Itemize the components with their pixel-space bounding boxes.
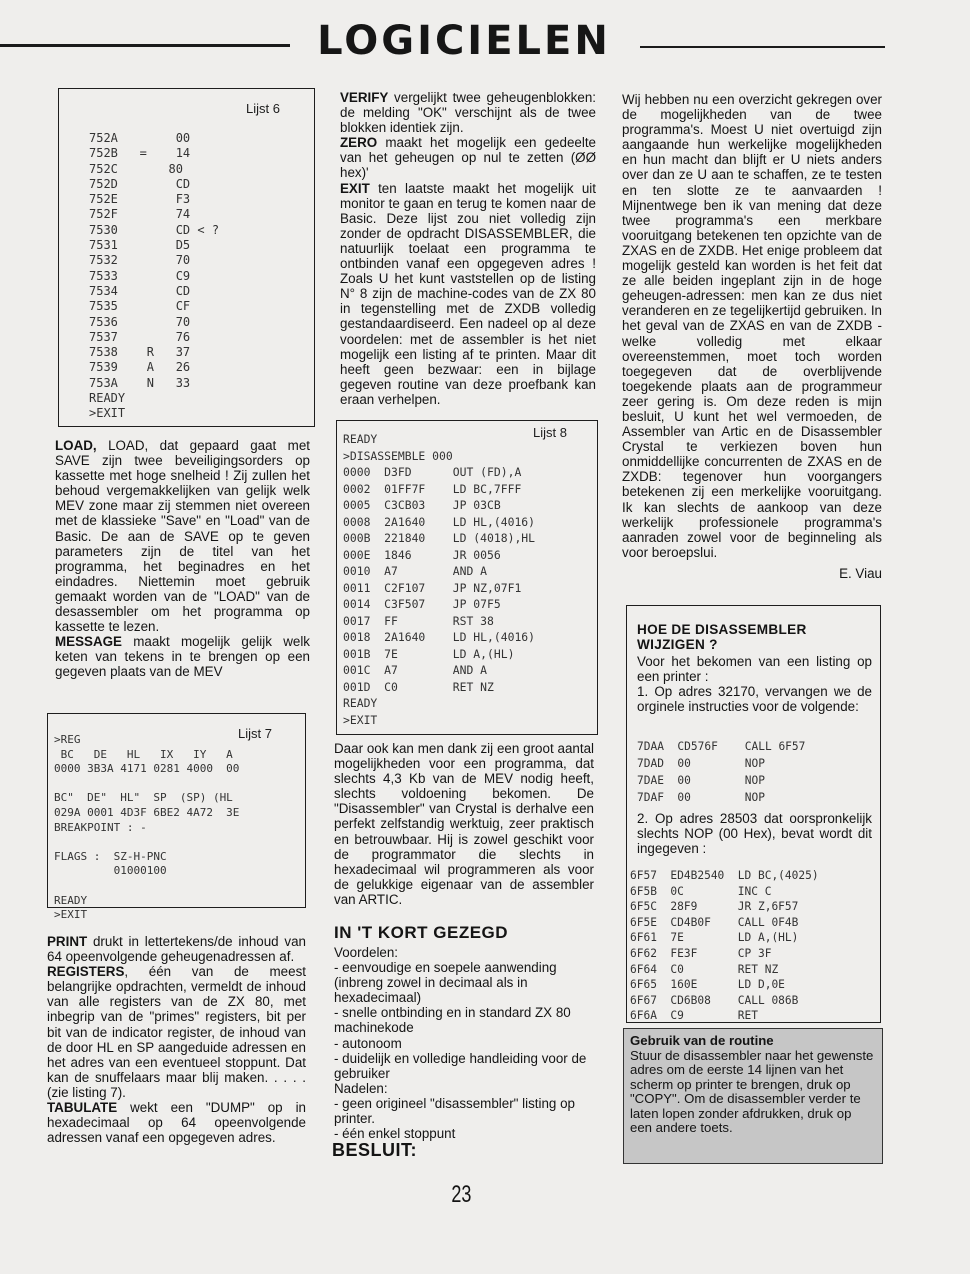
code-line: 7DAE 00 NOP — [637, 774, 765, 787]
code-line: 7530 CD < ? — [89, 222, 220, 237]
keyword: ZERO — [340, 135, 378, 151]
message-paragraph — [55, 634, 310, 679]
sidebar-code-1 — [637, 738, 805, 806]
column-2-text-b — [334, 741, 594, 907]
code-line: 752A 00 — [89, 131, 191, 145]
code-line: 6F67 CD6B08 CALL 086B — [630, 993, 799, 1007]
sidebar-step-2-wrap — [637, 811, 872, 856]
code-line: 7539 A 26 — [89, 360, 191, 375]
routine-box — [623, 1028, 883, 1164]
daar-paragraph: Daar ook kan men dank zij een groot aantal mogelijkheden voor een programma, dat slechts 4,3 Kb van de MEV nodig heeft, slechts voldoening bekomen. De "Disassembler" van Crystal is derhalve een perfekt zelfstandig werktuig, zeer praktisch en betrouwbaar. Hij is zowel geschikt voor de programmator die slechts in hexadecimaal wil programmeren als voor de gelukkige eigenaar van de assembler van ARTIC. — [334, 741, 594, 907]
listing-6-code — [89, 131, 219, 422]
code-line: 7538 R 37 — [89, 345, 191, 360]
keyword: VERIFY — [340, 90, 389, 105]
code-line: >REG — [54, 733, 81, 746]
kort-list — [334, 945, 594, 1141]
routine-heading: Gebruik van de routine — [630, 1033, 774, 1048]
code-line: 7537 76 — [89, 329, 191, 344]
code-line: 7535 CF — [89, 299, 191, 314]
listing-8-code — [343, 431, 535, 728]
code-line: 6F6A C9 RET — [630, 1009, 758, 1023]
keyword: REGISTERS — [47, 964, 125, 980]
keyword: PRINT — [47, 934, 88, 949]
code-line: 752F 74 — [89, 207, 191, 222]
code-line: 0008 2A1640 LD HL,(4016) — [343, 514, 536, 529]
listing-7-label: Lijst 7 — [238, 726, 272, 741]
code-line: BREAKPOINT : - — [54, 820, 147, 834]
besluit-heading: BESLUIT: — [332, 1140, 417, 1160]
code-line — [54, 835, 239, 850]
zero-paragraph: ZERO maakt het mogelijk een gedeelte van het geheugen op nul te zetten (ØØ hex)' — [340, 135, 596, 181]
author: E. Viau — [839, 565, 882, 581]
code-line: 001D C0 RET NZ — [343, 679, 494, 694]
kort-heading: IN 'T KORT GEZEGD — [334, 923, 509, 942]
sidebar-code-2 — [630, 868, 819, 1024]
code-line — [54, 879, 239, 894]
code-line: 6F65 160E LD D,0E — [630, 978, 785, 992]
routine-text: Stuur de disassembler naar het gewenste adres om de eerste 14 lijnen van het scherm op printer te brengen, druk op "COPY". Om de disassembler verder te laten lopen zonder afdrukken, druk op een andere toets. — [630, 1047, 874, 1135]
voordeel-item: - autonoom — [334, 1035, 402, 1051]
code-line: 0010 A7 AND A — [343, 564, 488, 578]
column-3-text — [622, 92, 882, 581]
print-paragraph: PRINT drukt in lettertekens/de inhoud van 64 opeenvolgende geheugenadressen af. — [47, 934, 306, 965]
code-line: 029A 0001 4D3F 6BE2 4A72 3E — [54, 805, 240, 819]
nadeel-item: - één enkel stoppunt — [334, 1126, 456, 1142]
code-line: 0014 C3F507 JP 07F5 — [343, 597, 501, 611]
code-line: READY — [343, 432, 378, 446]
conclusion-paragraph: Wij hebben nu een overzicht gekregen over de mogelijkheden van de twee programma's. Moest U niet overtuigd zijn aangaande hun werkelijke mogelijkheden en hun macht dan blijft er U niets anders over dan ze U aan te schaffen, ze te testen en ten slotte ze te aanvaarden ! Mijnentwege ben ik van mening dat deze twee programma's een merkbare vooruitgang betekenen ten opzichte van de ZXAS en de ZXDB. Het enige probleem dat mogelijk gesteld kan worden is het feit dat ze alle beiden ingeplant zijn in de hoge geheugen-adressen: men kan ze dus niet veranderen en ze tegelijkertijd gebruiken. In het geval van de ZXAS en van de ZXDB - welke volledig met elkaar overeenstemmen, moet toch worden toegegeven dat de overblijvende toegekende plaats aan de programmeur zeer gering is. Om deze reden is mijn besluit, U kunt het wel vermoeden, de Assembler van Artic en de Disassembler Crystal te verkiezen boven hun onmiddellijke concurrenten de ZXAS en de ZXDB: tegenover hun voorgangers betekenen zij een merkelijke vooruitgang. Ik kan slechts de aankoop van deze werkelijk professionele programma's aanraden zowel voor de beginneling als voor beroepslui. — [622, 92, 882, 560]
code-line: FLAGS : SZ-H-PNC — [54, 849, 167, 863]
code-line: 6F61 7E LD A,(HL) — [630, 931, 799, 945]
code-line: BC DE HL IX IY A — [54, 747, 233, 761]
code-line: BC" DE" HL" SP (SP) (HL — [54, 791, 233, 805]
listing-7-box — [47, 713, 306, 922]
code-line: 6F57 ED4B2540 LD BC,(4025) — [630, 869, 819, 882]
code-line: 7531 D5 — [89, 238, 191, 253]
code-line: 7533 C9 — [89, 268, 191, 283]
code-line: 7DAA CD576F CALL 6F57 — [637, 740, 806, 753]
code-line: 6F5B 0C INC C — [630, 884, 772, 898]
page-title: LOGICIELEN — [317, 18, 611, 64]
code-line: 0017 FF RST 38 — [343, 613, 494, 628]
nadelen-label: Nadelen: — [334, 1080, 388, 1096]
listing-8-label: Lijst 8 — [533, 425, 567, 440]
code-line: 7536 70 — [89, 314, 191, 329]
code-line: 7DAD 00 NOP — [637, 757, 765, 770]
sidebar-heading: HOE DE DISASSEMBLER WIJZIGEN ? — [637, 622, 807, 652]
code-line: 752D CD — [89, 176, 191, 191]
message-text: MESSAGE maakt mogelijk gelijk welk keten van tekens in te brengen op een gegeven plaats van de MEV — [55, 634, 310, 680]
code-line: >EXIT — [89, 406, 126, 421]
code-line: 0000 3B3A 4171 0281 4000 00 — [54, 762, 240, 776]
code-line: >DISASSEMBLE 000 — [343, 448, 453, 463]
code-line: 0005 C3CB03 JP 03CB — [343, 498, 501, 512]
verify-paragraph: VERIFY vergelijkt twee geheugenblokken: de melding "OK" verschijnt als de twee blokken identiek zijn. — [340, 90, 596, 136]
code-line: 6F5E CD4B0F CALL 0F4B — [630, 915, 799, 929]
keyword: TABULATE — [47, 1100, 118, 1116]
nadeel-item: - geen origineel "disassembler" listing op printer. — [334, 1095, 575, 1127]
code-line: 6F62 FE3F CP 3F — [630, 946, 772, 960]
code-line: 001C A7 AND A — [343, 663, 488, 677]
code-line: READY — [89, 391, 126, 406]
sidebar-step-2: 2. Op adres 28503 dat oorspronkelijk slechts NOP (00 Hex), bevat wordt dit ingegeven : — [637, 811, 872, 857]
header-rule-left — [0, 44, 290, 47]
code-line: 6F5C 28F9 JR Z,6F57 — [630, 900, 799, 914]
code-line: READY — [343, 696, 378, 710]
keyword: MESSAGE — [55, 634, 122, 650]
listing-6-label: Lijst 6 — [246, 101, 280, 116]
column-2-text-a — [340, 90, 596, 407]
tabulate-paragraph: TABULATE wekt een "DUMP" op in hexadecimaal op 64 opeenvolgende adressen vanaf een opgegeven adres. — [47, 1100, 306, 1146]
listing-8-box — [336, 420, 598, 735]
column-1-text-a — [55, 438, 310, 680]
code-line — [54, 777, 239, 792]
code-line: READY — [54, 893, 88, 907]
voordeel-item: - duidelijk en volledige handleiding voor de gebruiker — [334, 1050, 587, 1081]
code-line: 7532 70 — [89, 253, 191, 268]
sidebar-intro — [637, 654, 872, 714]
code-line: 001B 7E LD A,(HL) — [343, 646, 515, 661]
code-line: 6F64 C0 RET NZ — [630, 962, 779, 976]
voordeel-item: - eenvoudige en soepele aanwending (inbreng zowel in decimaal als in hexadecimaal) — [334, 960, 557, 1006]
code-line: 753A N 33 — [89, 375, 191, 390]
sidebar-intro-text: Voor het bekomen van een listing op een printer : — [637, 654, 872, 685]
code-line: 752C 80 — [89, 161, 183, 176]
column-1-text-b — [47, 934, 306, 1145]
sidebar-box — [626, 605, 881, 1023]
header-rule-right — [640, 46, 885, 48]
code-line: >EXIT — [54, 908, 88, 922]
code-line: 0018 2A1640 LD HL,(4016) — [343, 630, 536, 644]
code-line: 752E F3 — [89, 192, 191, 207]
code-line: 7DAF 00 NOP — [637, 791, 765, 804]
listing-7-code — [54, 733, 239, 923]
code-line: 000E 1846 JR 0056 — [343, 547, 501, 562]
code-line: >EXIT — [343, 712, 378, 727]
code-line: 01000100 — [54, 864, 167, 878]
code-line: 0011 C2F107 JP NZ,07F1 — [343, 580, 522, 595]
page-number: 23 — [451, 1181, 472, 1208]
voordelen-label: Voordelen: — [334, 945, 399, 960]
exit-paragraph: EXIT ten laatste maakt het mogelijk uit monitor te gaan en terug te komen naar de Basic. Deze lijst zou niet volledig zijn zonder de opdracht DISASSEMBLER, die natuurlijk toelaat een programma te ontbinden vanaf een opgegeven adres ! Zoals U het kunt vaststellen op de listing N° 8 zijn de machine-codes van de ZX 80 in tegenstelling met de ZXDB volledig gestandaardiseerd. Een nadeel op al deze voordelen: met de assembler is het niet mogelijk een listing af te printen. Maar dit heeft geen bezwaar: een in bijlage gegeven routine van deze proefbank kan eraan verhelpen. — [340, 180, 596, 407]
voordeel-item: - snelle ontbinding en in standard ZX 80 machinekode — [334, 1005, 571, 1036]
registers-paragraph: REGISTERS, één van de meest belangrijke opdrachten, vermeldt de inhoud van alle registers van de ZX 80, met inbegrip van de "primes" registers, bit per bit van de indicator register, de inhoud van de door HL en SP aangeduide adressen en het adres van een eventueel stoppunt. Dat kan de snuffelaars maar blij maken. . . . . (zie listing 7). — [47, 964, 306, 1100]
code-line: 0000 D3FD OUT (FD),A — [343, 465, 522, 479]
code-line: 0002 01FF7F LD BC,7FFF — [343, 481, 522, 496]
code-line: 000B 221840 LD (4018),HL — [343, 531, 536, 545]
load-paragraph: LOAD, LOAD, dat gepaard gaat met SAVE zijn twee beveiligingsorders op kassette met hoge snelheid ! Zij zullen het behoud vergemakkelijken van gelijk welk MEV zone maar zij stemmen niet overeen met de klassieke "Save" en "Load" van de Basic. De aan de SAVE op te geven parameters zijn de titel van het programma, het beginadres en het eindadres. Niettemin moet gebruik gemaakt worden van de "LOAD" van de desassembler om het programma op kassette te lezen. — [55, 438, 310, 635]
keyword: EXIT — [340, 180, 370, 196]
code-line: 7534 CD — [89, 283, 191, 298]
code-line: 752B = 14 — [89, 146, 191, 161]
sidebar-step-1: 1. Op adres 32170, vervangen we de orginele instructies voor de volgende: — [637, 684, 872, 715]
load-text: LOAD, dat gepaard gaat met SAVE zijn twee beveiligingsorders op kassette met hoge snelheid ! Zij zullen het behoud vergemakkelijken van gelijk welk MEV zone maar zij stemmen niet overeen met de klassieke "Save" en "Load" van de Basic. De aan de SAVE op te geven parameters zijn de titel van het programma, het beginadres en het eindadres. Niettemin moet gebruik gemaakt worden van de "LOAD" van de desassembler om het programma op kassette te lezen. — [55, 438, 310, 635]
listing-6-box — [58, 88, 315, 427]
